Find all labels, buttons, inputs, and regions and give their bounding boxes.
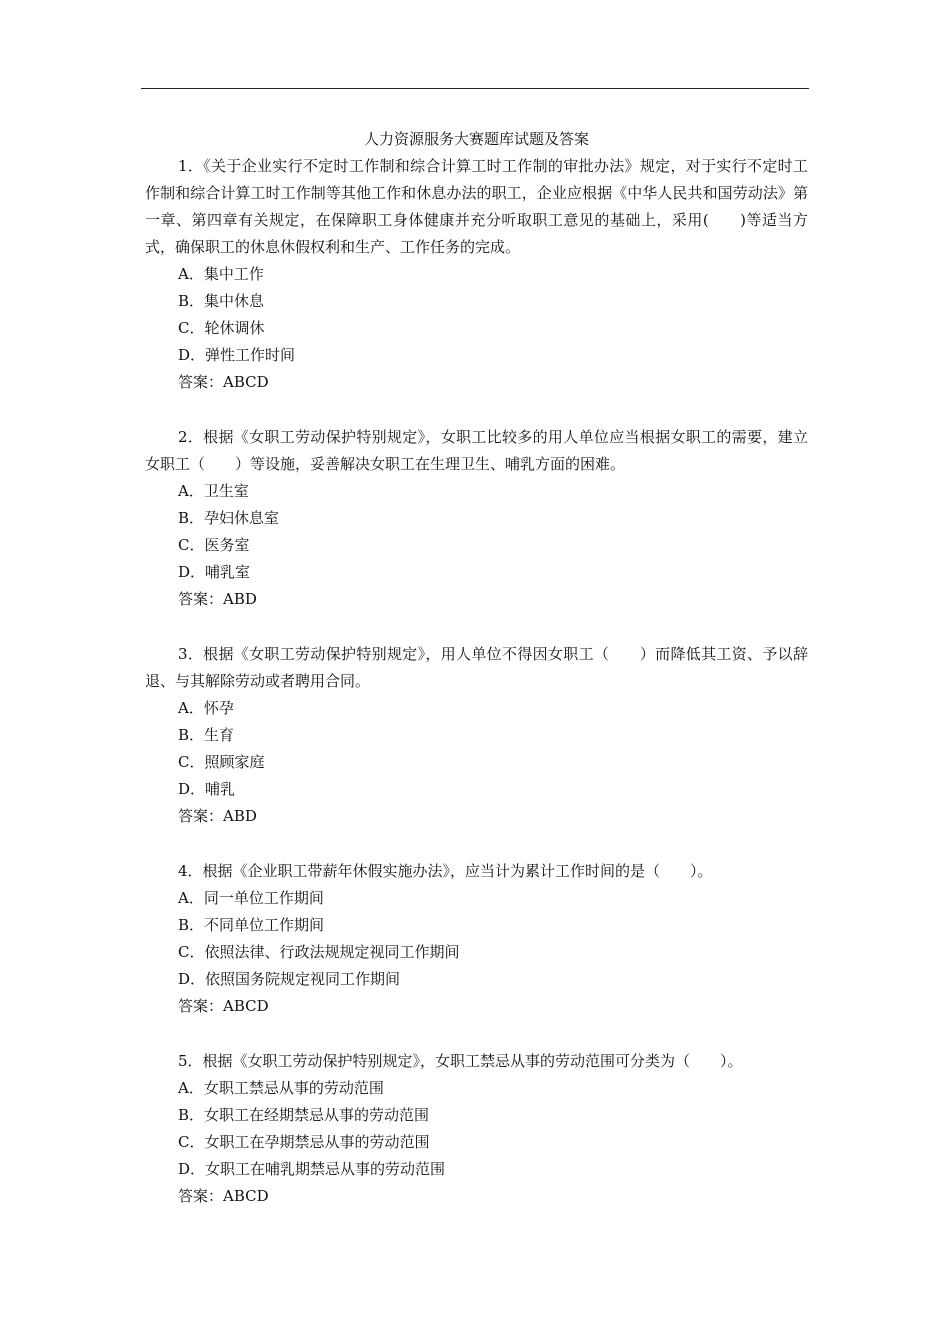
option-d: D．女职工在哺乳期禁忌从事的劳动范围: [178, 1160, 446, 1178]
option-c: C．轮休调休: [178, 319, 265, 337]
answer: 答案：ABCD: [178, 1187, 269, 1205]
option-c: C．依照法律、行政法规规定视同工作期间: [178, 943, 460, 961]
question-text: 2．根据《女职工劳动保护特别规定》，女职工比较多的用人单位应当根据女职工的需要，建立女职工（ ）等设施，妥善解决女职工在生理卫生、哺乳方面的困难。: [145, 428, 808, 473]
option-b: B．生育: [178, 726, 235, 744]
option-d: D．依照国务院规定视同工作期间: [178, 970, 401, 988]
document-body: [145, 126, 808, 1210]
question-3: [145, 641, 808, 830]
option-d: D．哺乳: [178, 780, 236, 798]
question-text: 5．根据《女职工劳动保护特别规定》，女职工禁忌从事的劳动范围可分类为（ ）。: [178, 1052, 743, 1070]
answer: 答案：ABD: [178, 590, 257, 608]
answer: 答案：ABCD: [178, 373, 269, 391]
spacer: [145, 1020, 808, 1048]
question-text: 1．《关于企业实行不定时工作制和综合计算工时工作制的审批办法》规定，对于实行不定时工作制和综合计算工时工作制等其他工作和休息办法的职工，企业应根据《中华人民共和国劳动法》第一章、第四章有关规定，在保障职工身体健康并充分听取职工意见的基础上，采用( )等适当方式，确保职工的休息休假权利和生产、工作任务的完成。: [145, 157, 808, 256]
option-a: A．怀孕: [178, 699, 234, 717]
option-b: B．孕妇休息室: [178, 509, 280, 527]
option-a: A．同一单位工作期间: [178, 889, 324, 907]
option-a: A．集中工作: [178, 265, 264, 283]
document-title: 人力资源服务大赛题库试题及答案: [363, 130, 589, 148]
spacer: [145, 613, 808, 641]
question-2: [145, 424, 808, 613]
option-c: C．女职工在孕期禁忌从事的劳动范围: [178, 1133, 430, 1151]
spacer: [145, 830, 808, 858]
question-5: [145, 1048, 808, 1210]
option-b: B．集中休息: [178, 292, 265, 310]
option-b: B．女职工在经期禁忌从事的劳动范围: [178, 1106, 430, 1124]
option-a: A．女职工禁忌从事的劳动范围: [178, 1079, 384, 1097]
question-1: [145, 153, 808, 396]
answer: 答案：ABCD: [178, 997, 269, 1015]
option-d: D．弹性工作时间: [178, 346, 296, 364]
option-a: A．卫生室: [178, 482, 249, 500]
question-text: 3．根据《女职工劳动保护特别规定》，用人单位不得因女职工（ ）而降低其工资、予以辞退、与其解除劳动或者聘用合同。: [145, 645, 808, 690]
spacer: [145, 396, 808, 424]
option-d: D．哺乳室: [178, 563, 251, 581]
answer: 答案：ABD: [178, 807, 257, 825]
option-b: B．不同单位工作期间: [178, 916, 325, 934]
option-c: C．医务室: [178, 536, 250, 554]
header-rule: [141, 88, 809, 89]
question-4: [145, 858, 808, 1020]
question-text: 4．根据《企业职工带薪年休假实施办法》，应当计为累计工作时间的是（ ）。: [178, 862, 713, 880]
option-c: C．照顾家庭: [178, 753, 265, 771]
